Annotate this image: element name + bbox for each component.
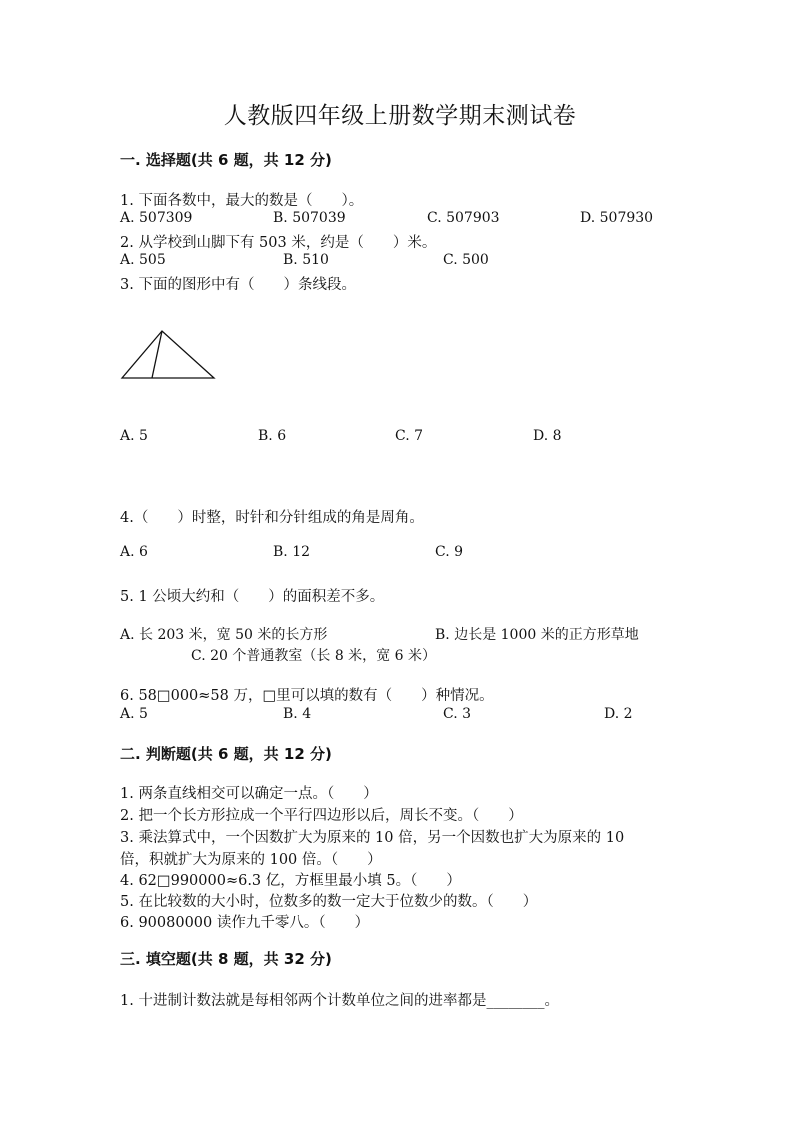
judge-item-1: 1. 两条直线相交可以确定一点。（ ） [120,786,378,802]
q4-option-a: A. 6 [120,544,148,560]
judge-item-3: 3. 乘法算式中，一个因数扩大为原来的 10 倍，另一个因数也扩大为原来的 10 [120,830,625,846]
q6-option-b: B. 4 [283,706,312,722]
q3-option-c: C. 7 [395,428,424,444]
triangle-figure [118,326,218,382]
section-heading-choice: 一. 选择题(共 6 题，共 12 分) [120,151,332,169]
judge-item-5: 5. 在比较数的大小时，位数多的数一定大于位数少的数。（ ） [120,894,538,910]
q3-option-a: A. 5 [120,428,148,444]
q2-option-b: B. 510 [283,252,329,268]
question-6: 6. 58□000≈58 万，□里可以填的数有（ ）种情况。 [120,688,494,704]
question-4: 4.（ ）时整，时针和分针组成的角是周角。 [120,510,424,526]
q5-option-a: A. 长 203 米，宽 50 米的长方形 [120,627,328,643]
q3-option-b: B. 6 [258,428,287,444]
section-heading-fill-blank: 三. 填空题(共 8 题，共 32 分) [120,950,332,968]
judge-item-4: 4. 62□990000≈6.3 亿，方框里最小填 5。（ ） [120,873,461,889]
page-title: 人教版四年级上册数学期末测试卷 [223,103,577,129]
q6-option-a: A. 5 [120,706,148,722]
q1-option-b: B. 507039 [273,210,346,226]
judge-item-3-cont: 倍，积就扩大为原来的 100 倍。（ ） [120,852,382,868]
judge-item-2: 2. 把一个长方形拉成一个平行四边形以后，周长不变。（ ） [120,808,523,824]
q5-option-c: C. 20 个普通教室（长 8 米，宽 6 米） [191,648,436,664]
q3-option-d: D. 8 [533,428,562,444]
q2-option-c: C. 500 [443,252,489,268]
q1-option-c: C. 507903 [427,210,500,226]
fill-item-1: 1. 十进制计数法就是每相邻两个计数单位之间的进率都是________。 [120,993,559,1009]
q6-option-c: C. 3 [443,706,472,722]
q5-option-b: B. 边长是 1000 米的正方形草地 [435,627,639,643]
q1-option-d: D. 507930 [580,210,654,226]
q4-option-b: B. 12 [273,544,311,560]
q4-option-c: C. 9 [435,544,464,560]
judge-item-6: 6. 90080000 读作九千零八。（ ） [120,915,370,931]
question-2: 2. 从学校到山脚下有 503 米，约是（ ）米。 [120,235,437,251]
question-3: 3. 下面的图形中有（ ）条线段。 [120,277,356,293]
question-1: 1. 下面各数中，最大的数是（ ）。 [120,193,364,209]
q6-option-d: D. 2 [604,706,633,722]
q1-option-a: A. 507309 [120,210,193,226]
question-5: 5. 1 公顷大约和（ ）的面积差不多。 [120,589,385,605]
section-heading-true-false: 二. 判断题(共 6 题，共 12 分) [120,745,332,763]
q2-option-a: A. 505 [120,252,166,268]
